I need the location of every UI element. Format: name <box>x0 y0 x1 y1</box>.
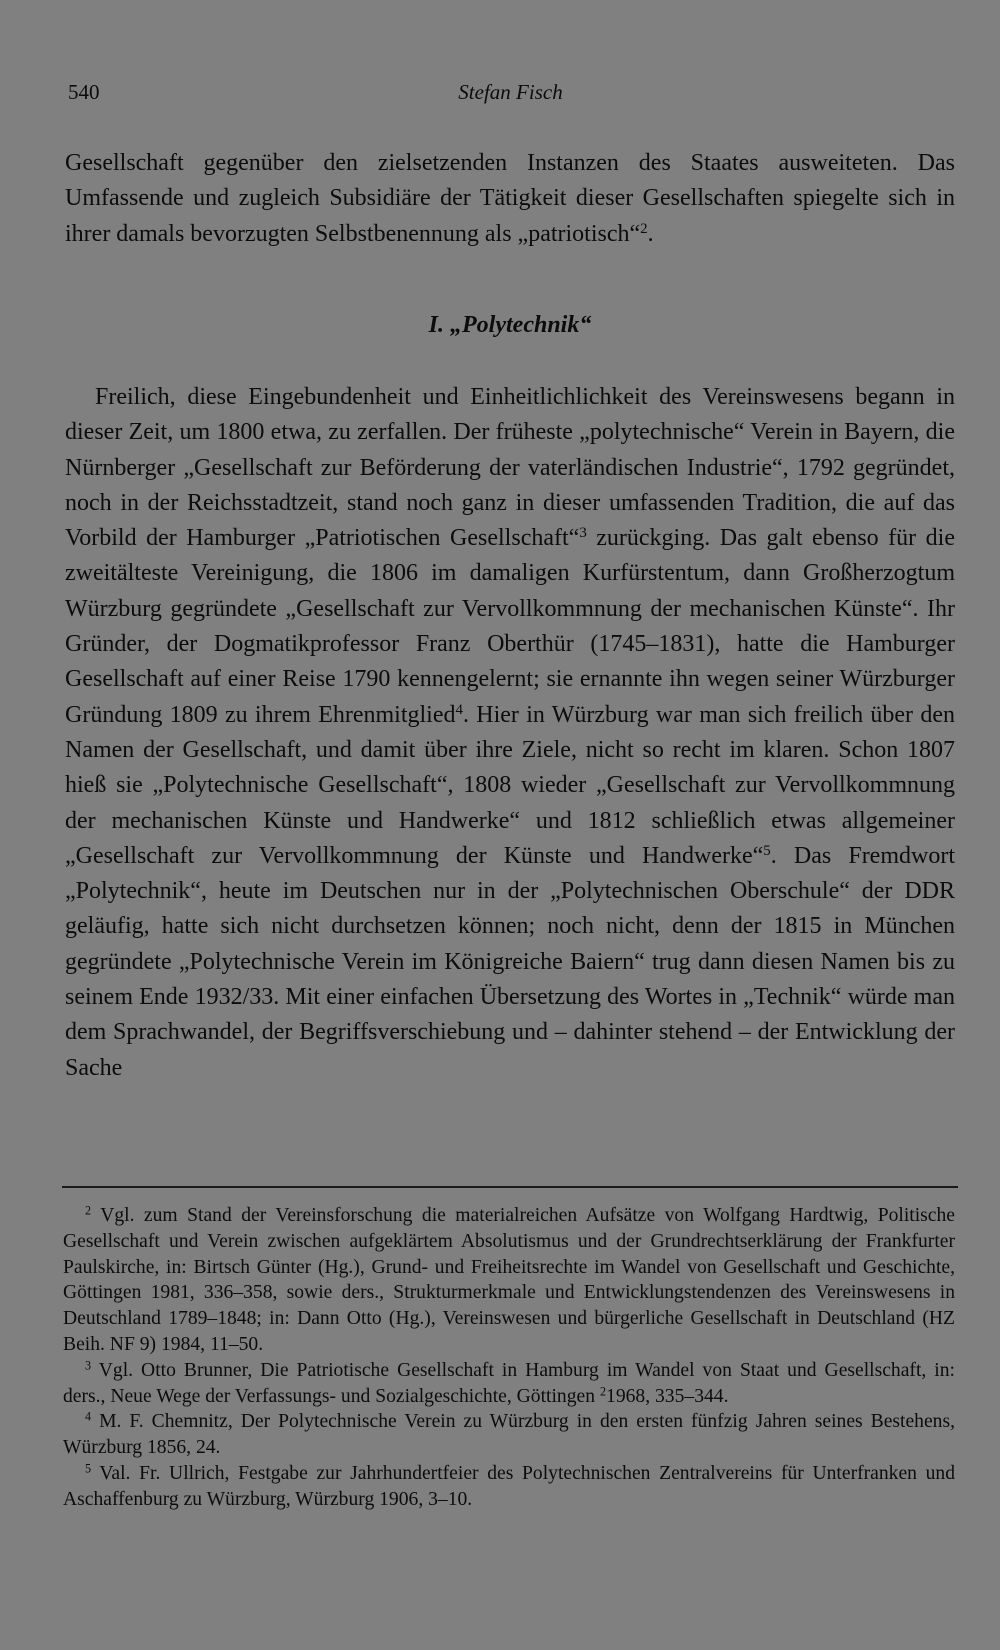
paragraph-intro <box>65 146 955 252</box>
paragraph-text: . <box>647 220 654 247</box>
footnote <box>63 1358 955 1410</box>
paragraph-text: Freilich, diese Eingebundenheit und Einheitlichlichkeit des Vereinswesens begann in dieser Zeit, um 1800 etwa, zu zerfallen. Der früheste „polytechnische“ Verein in Bayern, die Nürnberger „Gesellschaft zur Beförderung der vaterländischen Industrie“, 1792 gegründet, noch in der Reichsstadtzeit, stand noch ganz in dieser umfassenden Tradition, die auf das Vorbild der Hamburger „Patriotischen Gesellschaft“ <box>65 384 955 552</box>
paragraph-text: . Hier in Würzburg war man sich freilich über den Namen der Gesellschaft, und damit über ihre Ziele, nicht so recht im klaren. Schon 1807 hieß sie „Polytechnische Gesellschaft“, 1808 wieder „Gesellschaft zur Vervollkommnung der mechanischen Künste und Handwerke“ und 1812 schließlich etwas allgemeiner „Gesellschaft zur Vervollkommnung der Künste und Handwerke“ <box>65 701 955 869</box>
footnote-number: 4 <box>85 1409 92 1424</box>
footnote <box>63 1203 955 1358</box>
running-head: Stefan Fisch <box>458 80 563 104</box>
footnotes <box>63 1203 955 1513</box>
footnote <box>63 1409 955 1461</box>
edition-number: 2 <box>599 1383 607 1398</box>
footnote-divider <box>62 1186 958 1188</box>
footnote-text: M. F. Chemnitz, Der Polytechnische Verein zu Würzburg in den ersten fünfzig Jahren seines Bestehens, Würzburg 1856, 24. <box>63 1411 955 1459</box>
footnote-number: 3 <box>85 1358 92 1373</box>
footnote-ref: 3 <box>579 525 587 542</box>
footnote-number: 2 <box>85 1203 92 1218</box>
paragraph-main <box>65 380 955 1086</box>
paragraph-text: . Das Fremdwort „Polytechnik“, heute im Deutschen nur in der „Polytechnischen Oberschule“ der DDR geläufig, hatte sich nicht durchsetzen können; noch nicht, denn der 1815 in München gegründete „Polytechnische Verein im Königreiche Baiern“ trug dann diesen Namen bis zu seinem Ende 1932/33. Mit einer einfachen Übersetzung des Wortes in „Technik“ würde man dem Sprachwandel, der Begriffsverschiebung und – dahinter stehend – der Entwicklung der Sache <box>65 842 955 1081</box>
footnote-ref: 2 <box>640 220 648 237</box>
footnote-text: Val. Fr. Ullrich, Festgabe zur Jahrhundertfeier des Polytechnischen Zentralvereins für Unterfranken und Aschaffenburg zu Würzburg, Würzburg 1906, 3–10. <box>63 1462 956 1510</box>
paragraph-text: Gesellschaft gegenüber den zielsetzenden Instanzen des Staates ausweiteten. Das Umfassende und zugleich Subsidiäre der Tätigkeit dieser Gesellschaften spiegelte sich in ihrer damals bevorzugten Selbstbenennung als „patriotisch“ <box>65 150 955 247</box>
paragraph-text: zurückging. Das galt ebenso für die zweitälteste Vereinigung, die 1806 im damaligen Kurfürstentum, dann Großherzogtum Würzburg gegründete „Gesellschaft zur Vervollkommnung der mechanischen Künste“. Ihr Gründer, der Dogmatikprofessor Franz Oberthür (1745–1831), hatte die Hamburger Gesellschaft auf einer Reise 1790 kennengelernt; sie ernannte ihn wegen seiner Würzburger Gründung 1809 zu ihrem Ehrenmitglied <box>65 525 955 728</box>
section-heading: I. „Polytechnik“ <box>428 312 592 338</box>
footnote-ref: 5 <box>763 842 771 859</box>
footnote-ref: 4 <box>455 701 463 718</box>
footnote-text: Vgl. zum Stand der Vereinsforschung die materialreichen Aufsätze von Wolfgang Hardtwig, Politische Gesellschaft und Verein zwischen aufgeklärtem Absolutismus und der Grundrechtserklärung der Frankfurter Paulskirche, in: Birtsch Günter (Hg.), Grund- und Freiheitsrechte im Wandel von Gesellschaft und Geschichte, Göttingen 1981, 336–358, sowie ders., Strukturmerkmale und Entwicklungstendenzen des Vereinswesens in Deutschland 1789–1848; in: Dann Otto (Hg.), Vereinswesen und bürgerliche Gesellschaft in Deutschland (HZ Beih. NF 9) 1984, 11–50. <box>63 1205 955 1355</box>
footnote <box>63 1461 955 1513</box>
page-number: 540 <box>68 80 100 104</box>
page-header <box>68 76 953 110</box>
footnote-text: Vgl. Otto Brunner, Die Patriotische Gesellschaft in Hamburg im Wandel von Staat und Gesellschaft, in: ders., Neue Wege der Verfassungs- und Sozialgeschichte, Göttingen <box>63 1359 955 1407</box>
footnote-number: 5 <box>85 1461 92 1476</box>
footnote-text: 1968, 335–344. <box>606 1385 729 1407</box>
